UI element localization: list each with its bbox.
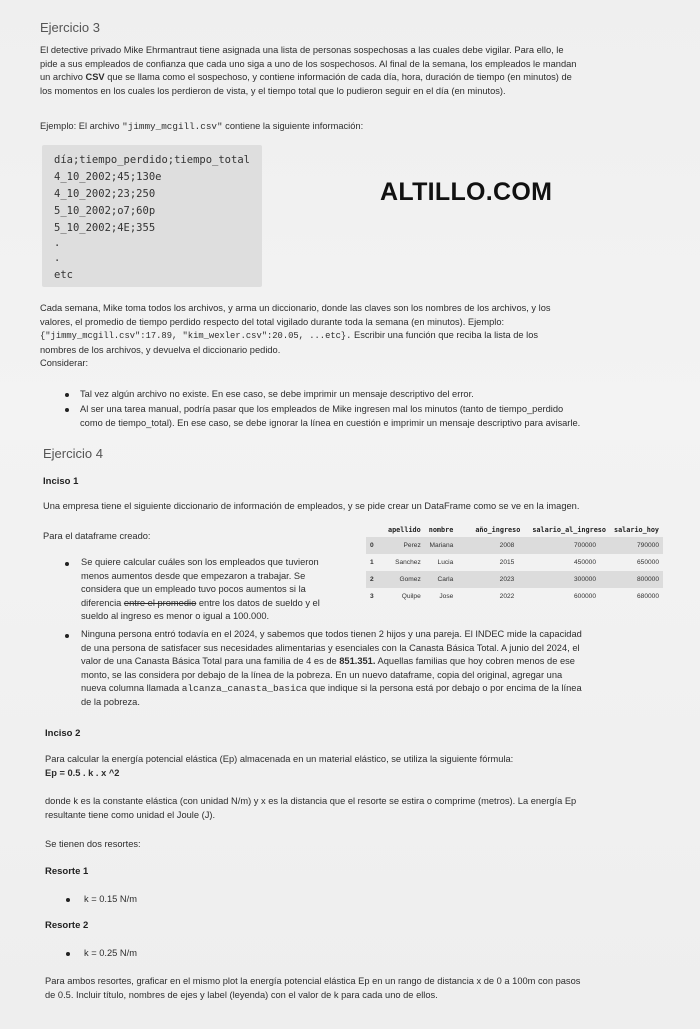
springs-intro: Se tienen dos resortes: xyxy=(45,839,141,849)
column-header: apellido xyxy=(388,526,421,534)
considerar-label: Considerar: xyxy=(40,358,89,369)
csv-code-block xyxy=(42,145,262,287)
table-row: 0 Perez Mariana 2008 700000 790000 xyxy=(366,537,663,554)
code-line: 5_10_2002;4E;355 xyxy=(54,222,156,234)
ex3-intro xyxy=(40,44,680,98)
bullet-dot xyxy=(66,952,70,956)
bullet-dot xyxy=(65,562,69,566)
column-header: año_ingreso xyxy=(475,526,521,534)
final-instruction: Para ambos resortes, graficar en el mismo plot la energía potencial elástica Ep en un rango de distancia x de 0 a 100m con pasos de 0.5. Incluir título, nombres de ejes y label (leyenda) con el valor de k para cada uno de ellos. xyxy=(45,976,581,1000)
dataframe-label: Para el dataframe creado: xyxy=(43,531,151,541)
ex3-intro-line-1: El detective privado Mike Ehrmantraut tiene asignada una lista de personas sospechosas a las cuales debe vigilar. Para ello, le xyxy=(40,45,564,55)
resorte-2-k: k = 0.25 N/m xyxy=(84,948,137,958)
ex3-intro-line-3: un archivo CSV que se llama como el sospechoso, y contiene información de cada día, hora, duración de tiempo (en minutos) de xyxy=(40,72,572,83)
inciso-2-description: donde k es la constante elástica (con unidad N/m) y x es la distancia que el resorte se estira o comprime (metros). La energía Ep resultante tiene como unidad el Joule (J). xyxy=(45,796,577,820)
inciso-1-heading: Inciso 1 xyxy=(43,476,79,487)
exercise-4-title: Ejercicio 4 xyxy=(43,446,103,461)
watermark-logo: ALTILLO.COM xyxy=(380,178,553,206)
ex3-bullet-1: Tal vez algún archivo no existe. En ese caso, se debe imprimir un mensaje descriptivo del error. xyxy=(80,389,474,399)
column-header: nombre xyxy=(428,526,454,534)
inciso-2-intro: Para calcular la energía potencial elástica (Ep) almacenada en un material elástico, se utiliza la siguiente fórmula: xyxy=(45,754,514,764)
resorte-1-heading: Resorte 1 xyxy=(45,866,89,877)
inciso-1-text: Una empresa tiene el siguiente diccionario de información de empleados, y se pide crear un DataFrame como se ve en la imagen. xyxy=(43,501,580,511)
table-row: 3 Quilpe Jose 2022 600000 680000 xyxy=(370,593,660,600)
code-line: . xyxy=(54,252,61,264)
table-header-row xyxy=(366,523,663,537)
dataframe-table xyxy=(366,523,663,605)
resorte-1-k: k = 0.15 N/m xyxy=(84,894,137,904)
code-line: . xyxy=(54,237,61,249)
resorte-2-heading: Resorte 2 xyxy=(45,920,89,931)
ex3-example: Ejemplo: El archivo "jimmy_mcgill.csv" contiene la siguiente información: xyxy=(40,121,364,132)
formula: Ep = 0.5 . k . x ^2 xyxy=(45,768,120,778)
code-line: 4_10_2002;23;250 xyxy=(54,188,156,200)
ex3-para2: Cada semana, Mike toma todos los archivos, y arma un diccionario, donde las claves son los nombres de los archivos, y los valores, el promedio de tiempo perdido respecto del total vigilado durante toda la semana (en minutos). Ejemplo: {"jimmy_mcgill.csv":17.89, "kim_wexler.csv":20.05, ...etc}. Escribir una función que reciba la lista de los nombres de los archivos, y devuelva el diccionario pedido. Considerar: xyxy=(40,302,680,371)
bullet-dot xyxy=(66,898,70,902)
column-header: salario_al_ingreso xyxy=(532,526,606,534)
ex3-intro-line-2: pide a sus empleados de confianza que cada uno siga a uno de los sospechosos. Al final de la semana, los empleados le mandan xyxy=(40,58,577,69)
exercise-3-title: Ejercicio 3 xyxy=(40,20,100,35)
ex3-intro-line-4: los momentos en los cuales los perdieron de vista, y el tiempo total que lo pudieron seguir en el día (en minutos). xyxy=(40,85,506,96)
code-line: 5_10_2002;o7;60p xyxy=(54,205,156,217)
code-line: etc xyxy=(54,269,73,281)
bullet-dot xyxy=(65,393,69,397)
code-line: día;tiempo_perdido;tiempo_total xyxy=(54,154,250,166)
table-row: 2 Gomez Carla 2023 300000 800000 xyxy=(366,571,663,588)
bullet-dot xyxy=(65,408,69,412)
inciso-2-heading: Inciso 2 xyxy=(45,728,81,739)
column-header: salario_hoy xyxy=(614,526,660,534)
column-header xyxy=(366,523,384,537)
ex3-bullet-2: Al ser una tarea manual, podría pasar que los empleados de Mike ingresen mal los minutos (tanto de tiempo_perdido como de tiempo_total). En ese caso, se debe ignorar la línea en cuestión e imprimir un mensaje descriptivo para avisarle. xyxy=(80,404,581,428)
bullet-dot xyxy=(65,634,69,638)
table-row: 1 Sanchez Lucia 2015 450000 650000 xyxy=(370,559,660,566)
code-line: 4_10_2002;45;130e xyxy=(54,171,162,183)
ex4-bullet-2: Ninguna persona entró todavía en el 2024, y sabemos que todos tienen 2 hijos y una pareja. El INDEC mide la capacidad de una persona de satisfacer sus necesidades alimentarias y esenciales con la Canasta Básica Total. A junio del 2024, el valor de una Canasta Básica Total para una familia de 4 es de 851.351. Aquellas familias que hoy cobren menos de ese monto, se las considera por debajo de la línea de la pobreza. En un nuevo dataframe, copia del original, agregar una nueva columna llamada alcanza_canasta_basica que indique si la persona está por debajo o por encima de la línea de la pobreza. xyxy=(81,629,582,707)
ex4-bullet-1: Se quiere calcular cuáles son los empleados que tuvieron menos aumentos desde que empezaron a trabajar. Se considera que un empleado tuvo pocos aumentos si la diferencia entre el promedio entre los datos de sueldo y el sueldo al ingreso es menor o igual a 100.000. xyxy=(81,557,320,622)
